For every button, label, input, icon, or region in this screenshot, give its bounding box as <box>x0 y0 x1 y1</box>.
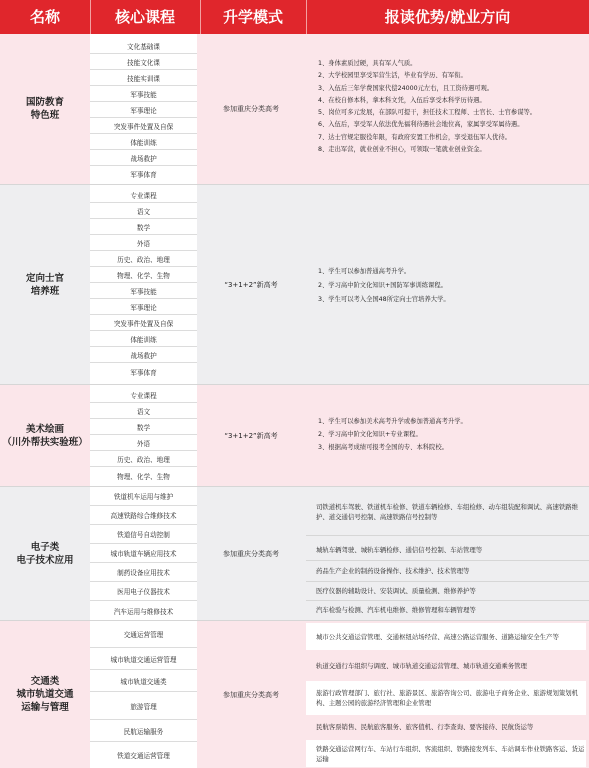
table-header <box>0 0 589 34</box>
advantage-item: 8、走出军营，就业创业不担心，可领取一笔就业创业资金。 <box>318 146 486 154</box>
name-line: 城市轨道交通 <box>16 689 74 700</box>
section-transport <box>0 621 589 768</box>
header-courses: 核心课程 <box>114 8 175 26</box>
course-item: 旅游管理 <box>90 692 197 720</box>
course-item: 军事体育 <box>130 368 157 377</box>
course-item: 交通运营管理 <box>90 621 197 648</box>
admission-mode: 参加重庆分类高考 <box>223 690 279 699</box>
advantage-item: 3、根据高考成绩可报考全国的专、本科院校。 <box>318 444 448 451</box>
career-row: 旅游行政管理部门、旅行社、旅游景区、旅游咨询公司、旅游电子商务企业、旅游规划策划机构、主题公园的旅游经济管理和企业管理 <box>306 681 586 715</box>
advantage-item: 6、入伍后，享受军人依法优先福利待遇社会地位高，家属享受军属待遇。 <box>318 121 524 129</box>
course-item: 历史、政治、地理 <box>90 251 197 267</box>
course-item: 数学 <box>90 419 197 435</box>
section-nco-class <box>0 185 589 384</box>
course-item: 语文 <box>90 403 197 419</box>
advantage-item: 1、学生可以参加普通高考升学。 <box>318 268 411 275</box>
course-list <box>90 621 197 768</box>
course-item: 军事技能 <box>90 283 197 299</box>
admission-mode: “3+1+2”新高考 <box>224 431 278 440</box>
admission-mode: 参加重庆分类高考 <box>223 105 279 113</box>
course-list <box>90 185 197 384</box>
advantage-item: 3、入伍后三年学费国家代偿24000元左右，且工资待遇可观。 <box>318 84 494 92</box>
course-item: 战场救护 <box>90 347 197 363</box>
name-line: 培养班 <box>30 285 60 297</box>
course-item: 突发事件处置及自保 <box>90 118 197 134</box>
course-item: 城市轨道交通运营管理 <box>90 648 197 670</box>
section-electronics <box>0 487 589 620</box>
header-name: 名称 <box>29 8 60 26</box>
career-row: 轨道交通行车组织与调度、城市轨道交通运营管理、城市轨道交通乘务管理 <box>316 662 527 670</box>
name-line: 交通类 <box>30 676 60 687</box>
career-row: 汽车检验与检测、汽车机电维修、维修管理和车辆管理等 <box>316 606 476 614</box>
section-name <box>0 621 90 768</box>
course-item: 语文 <box>90 203 197 219</box>
advantage-item: 1、身体素质过硬，具有军人气质。 <box>318 60 417 67</box>
name-line: 美术绘画 <box>25 423 64 435</box>
name-line: 特色班 <box>30 110 60 121</box>
career-row: 铁路交通运营网行车、车站行车组织、客流组织、铁路接发列车、车站调车作业铁路客运、货运运输 <box>306 740 586 767</box>
course-item: 铁道机车运用与维护 <box>90 487 197 506</box>
advantage-item: 3、学生可以考入全国48所定向士官培养大学。 <box>318 296 450 303</box>
admission-mode: 参加重庆分类高考 <box>223 549 279 558</box>
course-item: 外语 <box>90 435 197 451</box>
course-item: 体能训练 <box>90 134 197 150</box>
course-item: 技能文化课 <box>90 54 197 70</box>
course-item: 汽车运用与维修技术 <box>113 607 174 616</box>
advantages-block <box>306 385 588 486</box>
course-list <box>90 385 197 486</box>
header-advantages: 报读优势/就业方向 <box>384 8 511 26</box>
advantage-item: 5、岗位可多元发展，在部队可提干，担任技术工程师、士官长、士官参谋等。 <box>318 109 537 117</box>
course-item: 军事体育 <box>130 171 157 179</box>
section-art-class <box>0 385 589 486</box>
advantage-item: 2、学习高中阶文化知识+专业课程。 <box>318 431 422 438</box>
course-item: 军事理论 <box>90 102 197 118</box>
career-row: 医疗仪器的辅助设计、安装调试、质量检测、维修养护等 <box>316 587 476 595</box>
admission-mode: “3+1+2”新高考 <box>224 280 278 289</box>
course-item: 突发事件处置及自保 <box>90 315 197 331</box>
name-line: 电子技术应用 <box>16 554 74 566</box>
course-item: 城市轨道车辆应用技术 <box>90 544 197 563</box>
course-list <box>90 487 197 620</box>
course-item: 物理、化学、生物 <box>117 472 170 481</box>
advantage-item: 4、在校自修本科，拿本科文凭，入伍后享受本科学历待遇。 <box>318 96 486 104</box>
course-item: 历史、政治、地理 <box>90 451 197 467</box>
course-item: 数学 <box>90 219 197 235</box>
advantage-item: 2、学习高中阶文化知识+国防军事训练课程。 <box>318 282 447 289</box>
course-item: 文化基础课 <box>90 38 197 54</box>
course-item: 体能训练 <box>90 331 197 347</box>
section-name <box>0 487 90 620</box>
course-item: 铁道信号自动控制 <box>90 525 197 544</box>
advantage-item: 2、大学校园里享受军营生活，毕业有学历、有军衔。 <box>318 72 467 80</box>
advantage-item: 1、学生可以参加美术高考升学或参加普通高考升学。 <box>318 418 467 425</box>
course-item: 军事理论 <box>90 299 197 315</box>
section-name <box>0 385 90 486</box>
header-mode: 升学模式 <box>222 8 283 26</box>
section-name <box>0 34 90 184</box>
name-line: 国防教育 <box>25 97 64 108</box>
name-line: （川外帮扶实验班） <box>2 436 88 448</box>
course-item: 制药设备应用技术 <box>90 563 197 582</box>
career-row: 民航客票销售、民航旅客服务、旅客值机、行李查询、要客接待、民航货运等 <box>316 723 534 731</box>
name-line: 电子类 <box>30 541 60 553</box>
advantage-item: 7、达士官规定服役年限，有政府安置工作机会，享受退伍军人优待。 <box>318 133 511 141</box>
course-item: 民航运输服务 <box>90 720 197 742</box>
section-defense-class <box>0 34 589 184</box>
course-item: 物理、化学、生物 <box>90 267 197 283</box>
career-row: 药品生产企业的制药设备操作、技术维护、技术管理等 <box>316 567 470 575</box>
section-name <box>0 185 90 384</box>
course-item: 技能实训课 <box>90 70 197 86</box>
course-item: 城市轨道交通类 <box>90 670 197 692</box>
name-line: 运输与管理 <box>21 702 69 713</box>
name-line: 定向士官 <box>25 272 64 284</box>
career-row: 城市公共交通运营管理、交通枢纽站场经营、高速公路运营服务、道路运输安全生产等 <box>306 623 586 650</box>
course-item: 专业课程 <box>90 187 197 203</box>
course-item: 军事技能 <box>90 86 197 102</box>
advantages-block <box>306 185 588 384</box>
course-item: 外语 <box>90 235 197 251</box>
course-item: 专业课程 <box>90 387 197 403</box>
career-row: 城轨车辆驾驶、城轨车辆检修、通信信号控制、车站管理等 <box>316 546 483 554</box>
course-item: 铁道交通运营管理 <box>117 752 170 760</box>
career-row: 司铁道机车驾驶、铁道机车检修、铁道车辆检修、车组检修、动车组装配和调试、高速铁路维护、道交通信号控制、高速铁路信号控制等 <box>316 503 579 521</box>
course-item: 医用电子仪器技术 <box>90 582 197 601</box>
advantages-block <box>306 34 588 184</box>
course-list <box>90 34 197 184</box>
course-item: 战场救护 <box>90 150 197 166</box>
course-item: 高速铁路综合维修技术 <box>90 506 197 525</box>
